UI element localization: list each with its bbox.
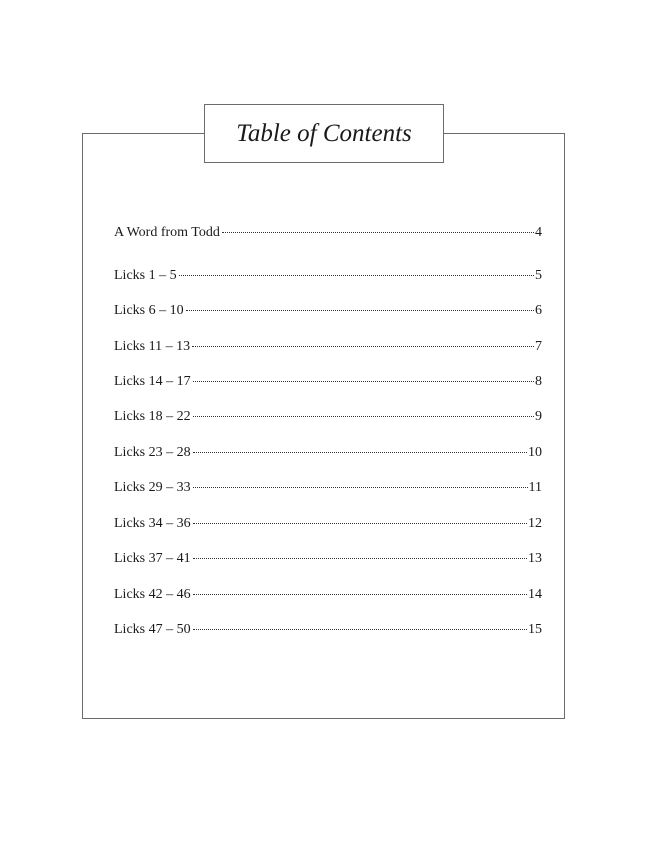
toc-entry-page: 4 [535,225,542,240]
toc-entry-page: 13 [528,551,542,566]
toc-entry-label: Licks 34 – 36 [114,516,191,531]
toc-entry[interactable] [114,301,542,321]
toc-leader-dots [193,522,527,524]
toc-entry-label: Licks 37 – 41 [114,551,191,566]
toc-entry[interactable] [114,514,542,534]
toc-leader-dots [193,380,534,382]
toc-entry-label: Licks 18 – 22 [114,409,191,424]
toc-entry-label: Licks 11 – 13 [114,339,191,354]
toc-entry[interactable] [114,620,542,640]
toc-entry-page: 9 [535,409,542,424]
toc-entry[interactable] [114,407,542,427]
toc-leader-dots [192,345,534,347]
toc-leader-dots [193,451,527,453]
toc-entry-page: 8 [535,374,542,389]
toc-entry-page: 5 [535,268,542,283]
toc-entry-page: 12 [528,516,542,531]
toc-entry-label: Licks 42 – 46 [114,587,191,602]
title-box [204,104,444,163]
toc-entry-label: Licks 23 – 28 [114,445,191,460]
toc-leader-dots [193,557,527,559]
toc-entry-page: 6 [535,303,542,318]
toc-entry[interactable] [114,223,542,243]
toc-entry-page: 7 [535,339,542,354]
toc-leader-dots [193,628,527,630]
toc-entry-label: Licks 14 – 17 [114,374,191,389]
page-title: Table of Contents [236,119,412,147]
toc-leader-dots [193,486,528,488]
toc-entry[interactable] [114,266,542,286]
toc-entry-label: Licks 6 – 10 [114,303,184,318]
toc-entry-label: Licks 1 – 5 [114,268,177,283]
toc-entry-page: 14 [528,587,542,602]
toc-entry[interactable] [114,478,542,498]
toc-entry-page: 11 [528,480,542,495]
toc-entry-page: 10 [528,445,542,460]
toc-leader-dots [186,309,534,311]
toc-leader-dots [193,415,534,417]
toc-entry[interactable] [114,549,542,569]
toc-entry-label: A Word from Todd [114,225,220,240]
toc-entry-label: Licks 29 – 33 [114,480,191,495]
toc-leader-dots [222,231,534,233]
toc-entry[interactable] [114,372,542,392]
toc-leader-dots [193,593,527,595]
toc-entry-page: 15 [528,622,542,637]
toc-entry[interactable] [114,585,542,605]
toc-entry[interactable] [114,337,542,357]
toc-entry-label: Licks 47 – 50 [114,622,191,637]
toc-entry[interactable] [114,443,542,463]
toc-leader-dots [179,274,534,276]
